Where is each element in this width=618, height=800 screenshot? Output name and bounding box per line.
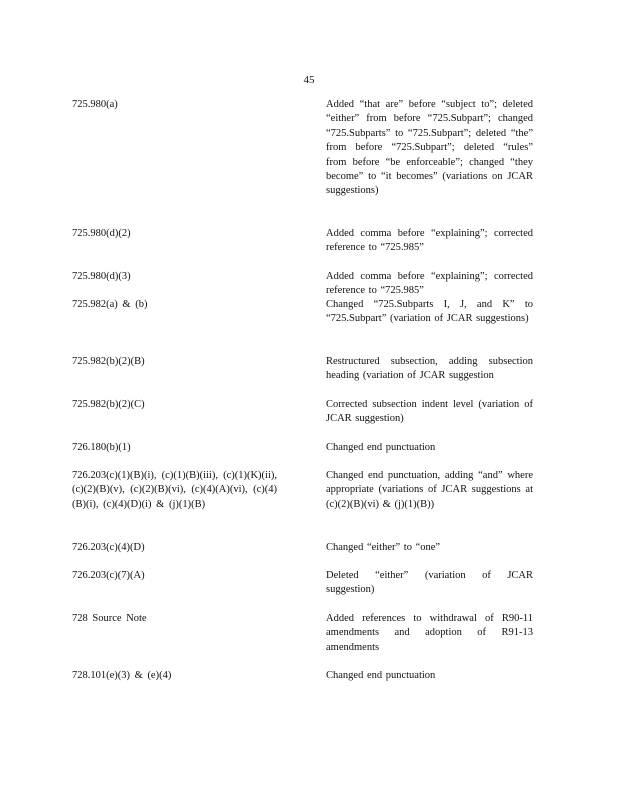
change-description: Changed “725.Subparts I, J, and K” to “725.Subpart” (variation of JCAR suggestions) [326,299,533,325]
section-reference: 725.982(b)(2)(C) [72,399,145,410]
section-reference: 725.980(a) [72,99,118,110]
section-reference: 725.980(d)(3) [72,271,131,282]
change-description: Added comma before “explaining”; corrected reference to “725.985” [326,271,533,297]
change-description: Changed end punctuation [326,670,436,681]
change-description: Added comma before “explaining”; corrected reference to “725.985” [326,228,533,254]
section-reference: 728.101(e)(3) & (e)(4) [72,670,172,681]
section-reference: 728 Source Note [72,613,147,624]
change-description: Added references to withdrawal of R90-11 amendments and adoption of R91-13 amendments [326,613,533,653]
section-reference: 726.180(b)(1) [72,442,131,453]
page-number: 45 [303,74,315,86]
section-reference: 726.203(c)(4)(D) [72,542,145,553]
section-reference: 726.203(c)(7)(A) [72,570,145,581]
change-description: Restructured subsection, adding subsection heading (variation of JCAR suggestion [326,356,533,382]
change-description: Changed “either” to “one” [326,542,441,553]
section-reference: 725.980(d)(2) [72,228,131,239]
section-reference: 725.982(a) & (b) [72,299,148,310]
change-description: Changed end punctuation, adding “and” where appropriate (variations of JCAR suggestions at (c)(2)(B)(vi) & (j)(1)(B)) [326,470,533,510]
change-description: Corrected subsection indent level (variation of JCAR suggestion) [326,399,533,425]
section-reference: 726.203(c)(1)(B)(i), (c)(1)(B)(iii), (c)(1)(K)(ii), (c)(2)(B)(v), (c)(2)(B)(vi), (c)(4)(A)(vi), (c)(4)(B)(i), (c)(4)(D)(i) & (j)(1)(B) [72,470,277,510]
section-reference: 725.982(b)(2)(B) [72,356,145,367]
change-description: Deleted “either” (variation of JCAR suggestion) [326,570,533,596]
change-description: Added “that are” before “subject to”; deleted “either” from before “725.Subpart”; changed “725.Subparts” to “725.Subpart”; deleted “the” from before “725.Subpart”; deleted “rules” from before “be enforceable”; changed “they become” to “it becomes” (variations on JCAR suggestions) [326,99,533,197]
change-description: Changed end punctuation [326,442,436,453]
